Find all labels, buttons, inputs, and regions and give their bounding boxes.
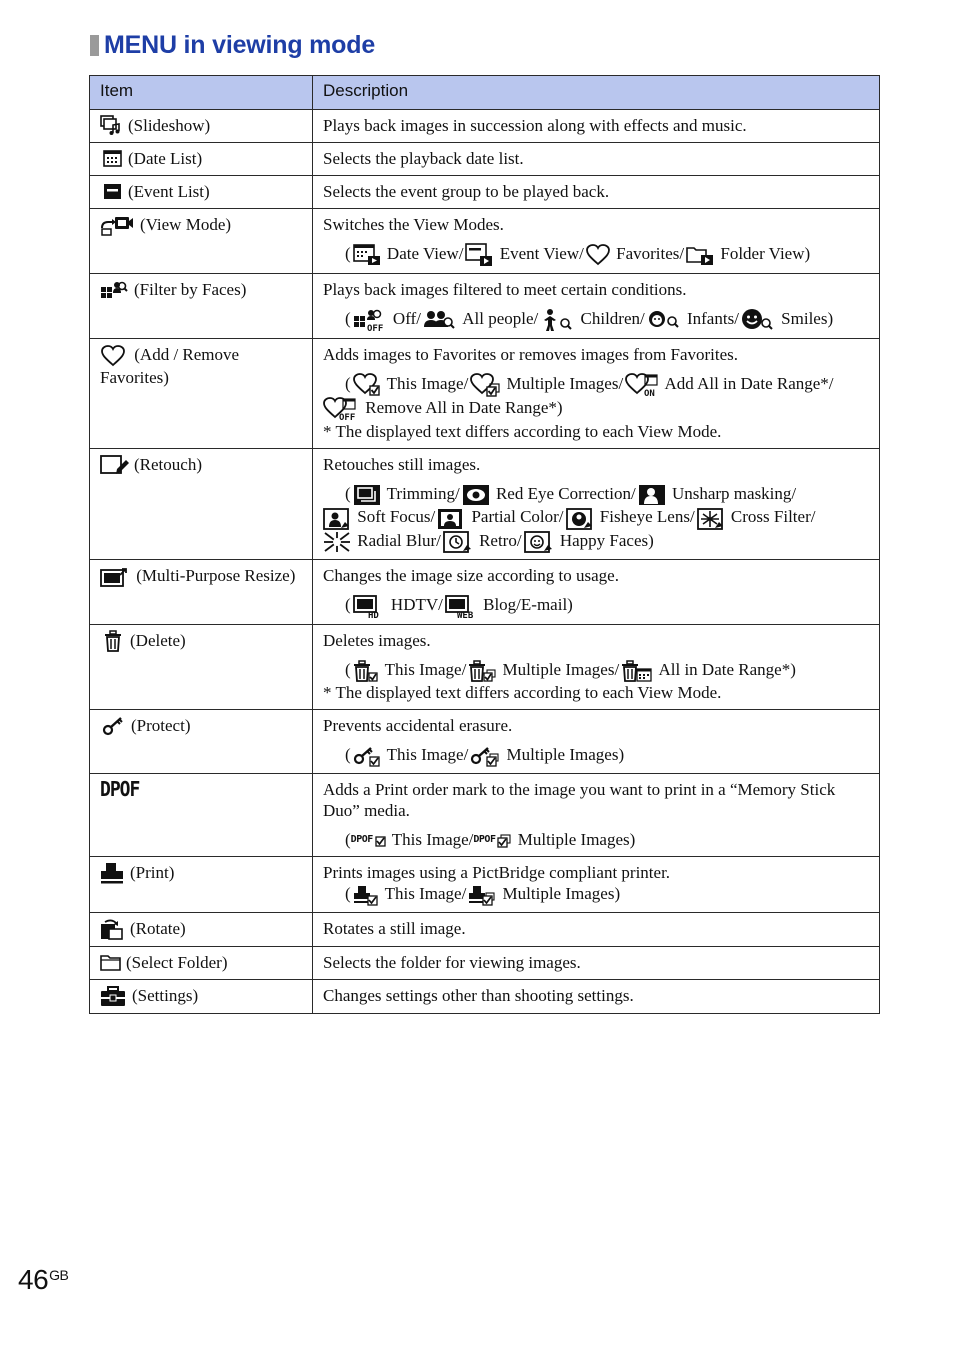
table-row — [90, 913, 880, 947]
item-description: Selects the folder for viewing images. — [313, 947, 880, 980]
delete-this-image-icon — [353, 660, 379, 682]
option-label: Event View/ — [499, 244, 584, 263]
table-row — [90, 856, 880, 912]
option-label: This Image/ — [391, 829, 474, 849]
option-label: Cross Filter/ — [730, 507, 816, 527]
header-description: Description — [313, 76, 880, 110]
item-description: Prevents accidental erasure. — [323, 715, 513, 735]
print-this-image-icon — [353, 884, 379, 906]
item-description: Switches the View Modes. — [323, 215, 504, 234]
svg-text:HD: HD — [367, 610, 379, 618]
option-label: Unsharp masking/ — [671, 484, 797, 504]
happy-faces-icon — [524, 531, 554, 553]
retouch-icon — [100, 454, 130, 476]
favorite-multiple-images-icon — [470, 373, 500, 397]
footnote: * The displayed text differs according to each View Mode. — [323, 422, 722, 442]
infants-icon — [647, 309, 681, 331]
table-row — [90, 624, 880, 709]
table-row — [90, 110, 880, 143]
date-view-icon — [353, 244, 381, 266]
children-icon — [540, 308, 574, 332]
dpof-icon: DPOF — [100, 777, 140, 802]
option-label: Radial Blur/ — [357, 530, 441, 550]
svg-text:OFF: OFF — [339, 413, 356, 422]
item-label: (Filter by Faces) — [134, 280, 247, 300]
filter-by-faces-icon — [100, 279, 128, 301]
item-label: (Rotate) — [130, 919, 186, 939]
table-header-row — [90, 76, 880, 110]
protect-key-icon — [102, 715, 124, 737]
option-label: Children/ — [580, 309, 645, 329]
option-label: Infants/ — [686, 309, 739, 329]
locale-suffix: GB — [49, 1267, 69, 1283]
hdtv-icon — [353, 594, 385, 618]
item-description: Selects the playback date list. — [313, 143, 880, 176]
option-label: Multiple Images) — [517, 829, 636, 849]
item-label: (Multi-Purpose Resize) — [136, 565, 296, 585]
table-row — [90, 449, 880, 559]
favorite-remove-all-icon — [323, 397, 359, 421]
option-list: ($^{DPOF}$ This Image/$^{DPOF}$ Multiple Images) — [345, 829, 636, 849]
item-label: (Event List) — [128, 182, 210, 201]
filter-off-icon — [353, 308, 387, 332]
item-label: (Select Folder) — [126, 953, 228, 973]
svg-text:WEB: WEB — [456, 610, 474, 618]
table-row — [90, 339, 880, 449]
protect-this-image-icon — [353, 745, 381, 767]
delete-icon — [104, 630, 122, 652]
option-label: Add All in Date Range*/ — [664, 374, 834, 394]
cross-filter-icon — [697, 508, 725, 530]
protect-multiple-images-icon — [470, 745, 500, 767]
svg-text:OFF: OFF — [366, 324, 383, 333]
event-list-icon — [103, 183, 122, 200]
delete-multiple-images-icon — [468, 660, 496, 682]
table-row — [90, 947, 880, 980]
table-row — [90, 980, 880, 1014]
item-label: (Date List) — [128, 149, 203, 168]
delete-all-in-date-range-icon — [621, 660, 653, 682]
item-description: Selects the event group to be played back. — [313, 176, 880, 209]
heading-marker — [90, 35, 99, 56]
favorite-add-all-icon — [625, 373, 659, 397]
option-list: ( HD HDTV/ WEB Blog/E-mail) — [323, 594, 869, 618]
table-row — [90, 773, 880, 856]
soft-focus-icon — [323, 508, 351, 530]
print-multiple-images-icon — [468, 884, 496, 906]
folder-icon — [100, 953, 122, 972]
item-description: Plays back images filtered to meet certain conditions. — [323, 280, 687, 300]
smiles-icon — [741, 308, 775, 332]
menu-table — [89, 75, 880, 1014]
item-description: Deletes images. — [323, 630, 431, 650]
option-label: Multiple Images/ — [506, 374, 624, 394]
option-label: Soft Focus/ — [357, 507, 436, 527]
fisheye-lens-icon — [566, 508, 594, 530]
option-label: This Image/ — [384, 659, 467, 679]
option-label: Smiles) — [781, 309, 834, 329]
date-list-icon — [103, 150, 122, 167]
folder-view-icon — [686, 244, 714, 266]
option-label: Red Eye Correction/ — [495, 484, 636, 504]
option-label: Fisheye Lens/ — [599, 507, 695, 527]
all-people-icon — [423, 309, 457, 331]
favorites-heart-icon — [586, 244, 610, 266]
trimming-icon — [353, 484, 381, 506]
item-label: (Protect) — [131, 715, 191, 735]
option-label: This Image/ — [384, 883, 467, 903]
option-list: ( Trimming/ Red Eye Correction/ Unsharp masking/ Soft Focus/ Partial Color/ Fisheye Lens/ Cross Filter/ Radial Blur/ Retro/ Happy Faces) — [323, 483, 869, 552]
checkbox-icon — [375, 835, 386, 847]
item-label: (Add / Remove Favorites) — [100, 345, 240, 388]
table-row — [90, 176, 880, 209]
svg-text:ON: ON — [644, 389, 656, 398]
item-description: Retouches still images. — [323, 455, 481, 475]
dpof-multiple-images-icon: DPOF — [473, 833, 496, 845]
option-list: ( This Image/ Multiple Images) — [323, 744, 869, 767]
item-description: Prints images using a PictBridge compliant printer. — [323, 862, 671, 882]
item-label: (Slideshow) — [128, 116, 211, 135]
option-label: Off/ — [392, 309, 421, 329]
unsharp-masking-icon — [638, 484, 666, 506]
item-description: Changes the image size according to usage. — [323, 565, 619, 585]
option-label: Blog/E-mail) — [483, 594, 573, 614]
option-label: Retro/ — [479, 530, 522, 550]
option-list: ( OFF Off/ All people/ Children/ Infants/ Smiles) — [345, 309, 834, 333]
radial-blur-icon — [323, 531, 351, 553]
item-label: (Delete) — [130, 630, 186, 650]
item-label: (View Mode) — [140, 215, 232, 234]
table-row — [90, 274, 880, 339]
item-label: (Print) — [130, 862, 175, 882]
option-label: Multiple Images) — [502, 883, 621, 903]
rotate-icon — [100, 918, 124, 940]
table-row — [90, 209, 880, 274]
dpof-this-image-icon: DPOF — [350, 833, 373, 845]
option-list: ( Date View/ Event View/ Favorites/ Folder View) — [323, 243, 869, 267]
option-label: All people/ — [462, 309, 539, 329]
item-description: Rotates a still image. — [313, 913, 880, 947]
slideshow-icon — [100, 115, 122, 136]
option-label: Trimming/ — [386, 484, 460, 504]
page-title: MENU in viewing mode — [104, 31, 376, 59]
settings-toolbox-icon — [100, 985, 126, 1007]
option-label: Favorites/ — [616, 244, 685, 263]
item-label: (Settings) — [132, 986, 199, 1006]
favorites-heart-icon — [100, 345, 126, 367]
red-eye-correction-icon — [462, 484, 490, 506]
option-label: This Image/ — [386, 374, 469, 394]
table-row — [90, 143, 880, 176]
option-label: Folder View) — [720, 244, 811, 263]
item-description: Adds images to Favorites or removes images from Favorites. — [323, 345, 739, 365]
header-item: Item — [90, 76, 313, 110]
option-label: Remove All in Date Range*) — [365, 398, 563, 418]
item-description: Plays back images in succession along with effects and music. — [313, 110, 880, 143]
blog-email-icon — [445, 594, 477, 618]
print-icon — [100, 862, 124, 884]
event-view-icon — [465, 243, 493, 267]
multi-purpose-resize-icon — [100, 566, 128, 588]
option-list: ( This Image/ Multiple Images) — [323, 883, 869, 906]
partial-color-icon — [437, 508, 465, 530]
option-label: All in Date Range*) — [658, 659, 796, 679]
option-label: Date View/ — [386, 244, 464, 263]
table-row — [90, 709, 880, 773]
page-number: $46^{GB}$ — [18, 1264, 69, 1295]
option-list: ( This Image/ Multiple Images/ ON Add All in Date Range*/ OFF Remove All in Date Range*) — [323, 373, 869, 421]
multiple-checkbox-icon — [497, 834, 511, 848]
section-heading — [90, 31, 375, 60]
item-description: Changes settings other than shooting settings. — [313, 980, 880, 1014]
option-label: This Image/ — [386, 744, 469, 764]
option-label: Multiple Images) — [506, 744, 625, 764]
favorite-this-image-icon — [353, 373, 381, 397]
footnote: * The displayed text differs according to each View Mode. — [323, 682, 722, 702]
option-label: Happy Faces) — [559, 530, 654, 550]
option-label: Partial Color/ — [471, 507, 564, 527]
view-mode-icon — [100, 214, 134, 236]
option-list: ( This Image/ Multiple Images/ All in Date Range*) — [323, 659, 869, 682]
option-label: Multiple Images/ — [502, 659, 620, 679]
table-row — [90, 559, 880, 624]
option-label: HDTV/ — [390, 594, 443, 614]
retro-icon — [443, 531, 473, 553]
item-label: (Retouch) — [134, 455, 202, 475]
item-description: Adds a Print order mark to the image you want to print in a “Memory Stick Duo” media. — [323, 779, 836, 820]
